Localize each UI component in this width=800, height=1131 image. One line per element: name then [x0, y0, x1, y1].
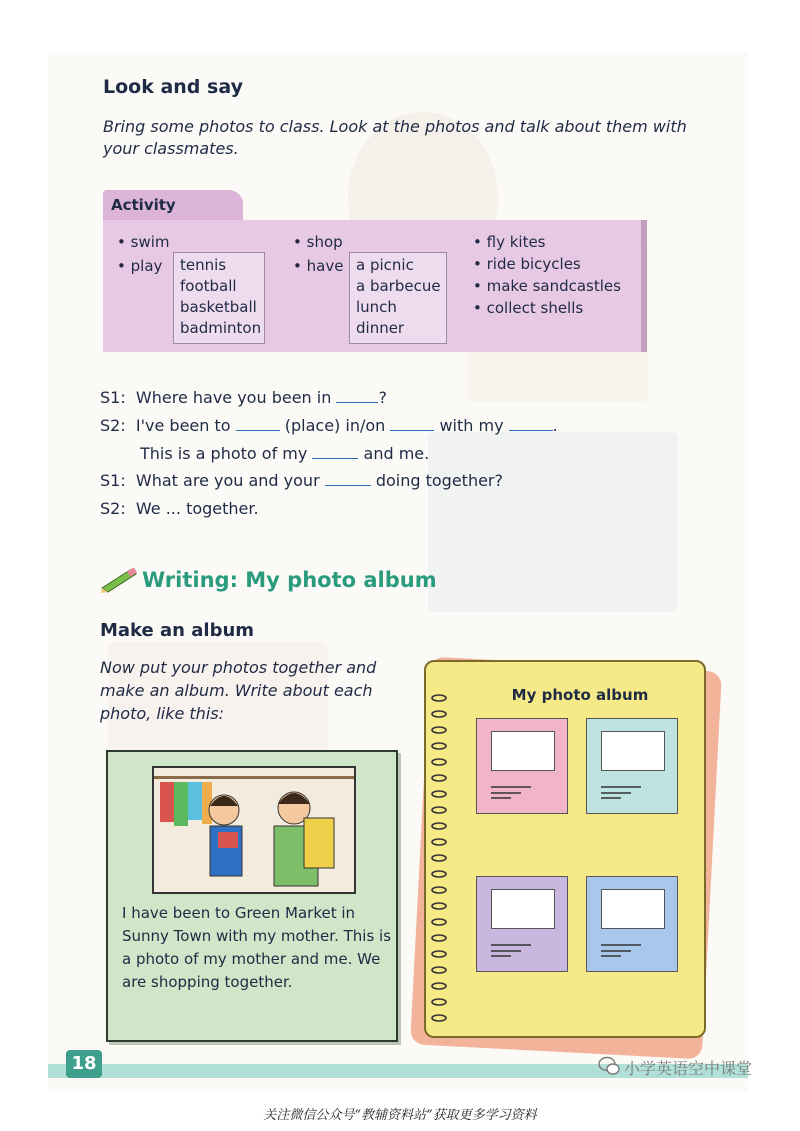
- dialogue-text: What are you and your: [135, 471, 320, 490]
- album-photo-frame: [476, 876, 568, 972]
- answer-blank[interactable]: [325, 471, 371, 486]
- play-option: badminton: [180, 319, 262, 337]
- page-number: 18: [66, 1050, 102, 1078]
- play-options-box: [173, 252, 265, 344]
- writing-instruction: Now put your photos together and make an album. Write about each photo, like this:: [100, 658, 377, 723]
- scribble-text: [491, 783, 541, 799]
- spiral-binding-icon: [430, 692, 448, 1022]
- play-option: football: [180, 277, 237, 295]
- speaker-label: S1:: [100, 471, 126, 490]
- activity-shop: • shop: [293, 232, 343, 252]
- dialogue-text: This is a photo of my: [140, 444, 308, 463]
- answer-blank[interactable]: [312, 444, 358, 459]
- activity-item: • fly kites: [473, 232, 546, 252]
- watermark-text: 小学英语空中课堂: [624, 1059, 753, 1078]
- activity-label: Activity: [103, 190, 243, 220]
- dialogue-text: with my: [439, 416, 504, 435]
- dialogue-line-4: [100, 471, 503, 490]
- album-photo-frame: [476, 718, 568, 814]
- answer-blank[interactable]: [336, 388, 378, 403]
- album-photo-slot: [601, 889, 665, 929]
- dialogue-text: doing together?: [375, 471, 503, 490]
- activity-box: [103, 220, 647, 352]
- example-caption: I have been to Green Market in Sunny Town with my mother. This is a photo of my mother and me. We are shopping together.: [122, 904, 392, 991]
- have-option: lunch: [356, 298, 397, 316]
- footer-note: 关注微信公众号“教辅资料站”获取更多学习资料: [263, 1108, 537, 1123]
- make-album-title: Make an album: [100, 620, 255, 641]
- scribble-text: [601, 941, 651, 957]
- dialogue-line-2: [100, 416, 558, 435]
- activity-play: • play: [117, 256, 162, 276]
- dialogue-text: and me.: [363, 444, 430, 463]
- album-photo-frame: [586, 876, 678, 972]
- dialogue-text: We ... together.: [135, 499, 259, 518]
- album-photo-frame: [586, 718, 678, 814]
- album-title: My photo album: [511, 686, 649, 704]
- writing-section-title: Writing: My photo album: [142, 568, 437, 592]
- dialogue-text: Where have you been in: [135, 388, 332, 407]
- have-option: a picnic: [356, 256, 414, 274]
- pencil-icon: [100, 568, 140, 594]
- look-say-instruction: Bring some photos to class. Look at the photos and talk about them with your classmates.: [103, 117, 687, 158]
- background-card: [428, 432, 678, 612]
- activity-item: • collect shells: [473, 298, 583, 318]
- play-option: basketball: [180, 298, 257, 316]
- scribble-text: [601, 783, 651, 799]
- shopping-photo-illustration: [152, 766, 356, 894]
- have-option: a barbecue: [356, 277, 441, 295]
- answer-blank[interactable]: [236, 416, 280, 431]
- activity-have: • have: [293, 256, 343, 276]
- activity-item: • make sandcastles: [473, 276, 621, 296]
- speaker-label: S2:: [100, 416, 126, 435]
- activity-swim: • swim: [117, 232, 170, 252]
- have-option: dinner: [356, 319, 405, 337]
- dialogue-line-1: [100, 388, 387, 407]
- dialogue-line-3: [140, 444, 429, 463]
- dialogue-text: (place) in/on: [284, 416, 386, 435]
- answer-blank[interactable]: [390, 416, 434, 431]
- dialogue-text: ?: [378, 388, 387, 407]
- album-photo-slot: [491, 889, 555, 929]
- photo-album: [424, 660, 706, 1038]
- play-option: tennis: [180, 256, 227, 274]
- album-photo-slot: [601, 731, 665, 771]
- speaker-label: S1:: [100, 388, 126, 407]
- album-photo-slot: [491, 731, 555, 771]
- answer-blank[interactable]: [509, 416, 553, 431]
- activity-item: • ride bicycles: [473, 254, 581, 274]
- section-title-look-and-say: Look and say: [103, 76, 243, 98]
- scribble-text: [491, 941, 541, 957]
- dialogue-text: I've been to: [135, 416, 231, 435]
- dialogue-line-5: [100, 499, 259, 518]
- speaker-label: S2:: [100, 499, 126, 518]
- textbook-page: [48, 52, 748, 1092]
- dialogue-text: .: [552, 416, 558, 435]
- example-photo-card: [106, 750, 398, 1042]
- have-options-box: [349, 252, 447, 344]
- wechat-icon: [598, 1056, 620, 1076]
